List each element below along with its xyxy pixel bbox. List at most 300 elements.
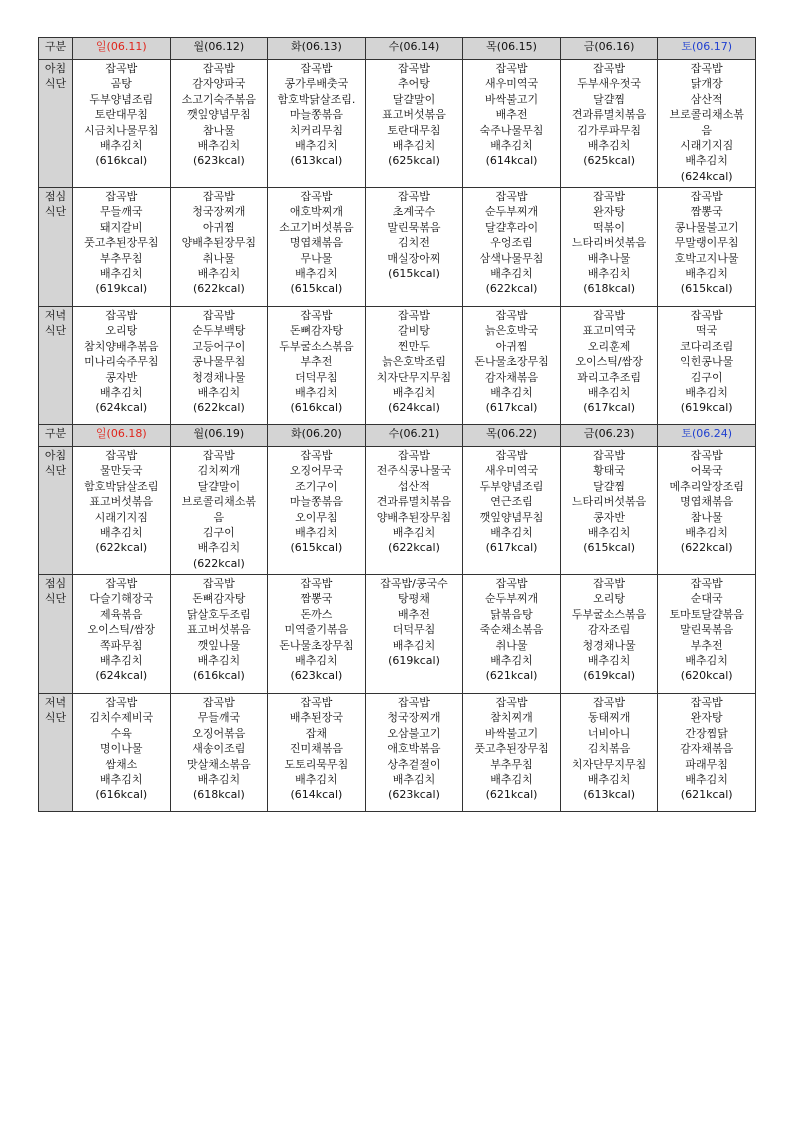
menu-item: 다슬기해장국: [89, 592, 154, 606]
dinner-row: [39, 694, 756, 812]
menu-item: 소고기버섯볶음: [279, 220, 354, 234]
menu-item: 제육볶음: [100, 607, 143, 621]
calorie-text: (616kcal): [95, 154, 148, 168]
menu-item: 배추김치: [490, 386, 533, 400]
menu-item: 늙은호박국: [484, 324, 539, 338]
menu-item: 익힌콩나물: [680, 355, 734, 369]
menu-item: 무말랭이무침: [674, 236, 739, 250]
menu-item: 청국장찌개: [192, 205, 246, 219]
menu-item: 코다리조림: [680, 339, 734, 353]
menu-cell: [463, 188, 561, 307]
menu-item: 두부굴소스볶음: [279, 339, 354, 353]
menu-item: 배추김치: [100, 139, 143, 153]
day-header: 일(06.18): [73, 425, 171, 447]
menu-item: 순대국: [690, 592, 723, 606]
menu-item: 견과류멸치볶음: [571, 108, 647, 122]
menu-item: 배추김치: [295, 139, 338, 153]
calorie-text: (616kcal): [95, 788, 148, 802]
menu-item: 명이나물: [100, 742, 143, 756]
day-header: 토(06.17): [658, 38, 756, 60]
week-header-row: [39, 425, 756, 447]
calorie-text: (613kcal): [290, 154, 343, 168]
menu-cell: [268, 307, 366, 425]
menu-item: 부추전: [690, 638, 723, 652]
menu-item: 물만둣국: [100, 464, 143, 478]
calorie-text: (613kcal): [583, 788, 635, 802]
menu-cell: [658, 307, 756, 425]
menu-item: 숙주나물무침: [479, 123, 544, 137]
menu-item: 닭살호두조림: [186, 607, 251, 621]
menu-cell: [73, 60, 171, 188]
menu-item: 오삼불고기: [387, 726, 441, 740]
menu-item: 짬뽕국: [690, 205, 723, 219]
calorie-text: (619kcal): [388, 654, 440, 668]
menu-item: 배추김치: [490, 526, 533, 540]
menu-cell: [73, 188, 171, 307]
menu-item: 배추김치: [295, 386, 338, 400]
lunch-row: [39, 575, 756, 694]
menu-item: 잡곡밥: [300, 190, 333, 203]
menu-item: 잡곡밥: [202, 62, 235, 75]
menu-item: 잡곡밥: [105, 190, 138, 203]
menu-item: 배추김치: [685, 526, 728, 540]
menu-item: 소고기숙주볶음: [181, 92, 257, 106]
menu-item: 깻잎양념무침: [479, 510, 544, 524]
menu-cell: [463, 575, 561, 694]
menu-item: 순두부백탕: [192, 324, 246, 338]
menu-item: 김구이: [202, 526, 235, 540]
calorie-text: (618kcal): [583, 282, 635, 296]
menu-item: 잡곡밥: [398, 449, 430, 462]
calorie-text: (619kcal): [583, 669, 635, 683]
menu-item: 잡곡밥: [690, 449, 723, 462]
menu-item: 토란대무침: [387, 123, 441, 137]
menu-item: 잡곡밥/콩국수: [380, 577, 448, 590]
calorie-text: (615kcal): [680, 282, 733, 296]
menu-cell: [658, 188, 756, 307]
breakfast-row: [39, 447, 756, 575]
menu-item: 바싹불고기: [484, 726, 539, 740]
menu-item: 배추김치: [685, 386, 728, 400]
menu-item: 잡곡밥: [690, 62, 723, 75]
menu-item: 배추나물: [587, 251, 631, 265]
day-header: 목(06.22): [463, 425, 561, 447]
calorie-text: (617kcal): [583, 401, 635, 415]
menu-item: 감자양파국: [192, 77, 246, 91]
menu-item: 아귀찜: [202, 220, 235, 234]
menu-item: 취나물: [495, 638, 528, 652]
menu-item: 부추전: [300, 355, 333, 369]
calorie-text: (621kcal): [485, 669, 538, 683]
menu-item: 느타리버섯볶음: [571, 236, 647, 250]
menu-cell: [560, 694, 658, 812]
menu-item: 오징어무국: [289, 464, 343, 478]
lunch-label: [39, 188, 73, 307]
breakfast-label: [39, 60, 73, 188]
menu-item: 완자탕: [690, 711, 723, 725]
menu-item: 배추김치: [685, 654, 728, 668]
menu-item: 콩나물무침: [192, 355, 246, 369]
menu-item: 명엽채볶음: [289, 236, 343, 250]
meal-label-line: 아침: [44, 62, 67, 75]
menu-item: 잡곡밥: [398, 696, 430, 709]
menu-item: 치자단무지무침: [376, 370, 452, 384]
menu-item: 배추김치: [100, 267, 143, 281]
meal-menu-table: [38, 37, 756, 812]
menu-item: 토란대무침: [94, 108, 148, 122]
menu-item: 더덕무침: [295, 370, 338, 384]
menu-item: 쌈채소: [105, 757, 138, 771]
menu-item: 잡곡밥: [495, 62, 528, 75]
lunch-label: [39, 575, 73, 694]
menu-item: 늙은호박조림: [382, 355, 446, 369]
menu-item: 파래무침: [685, 757, 728, 771]
menu-item: 부추무침: [490, 757, 533, 771]
menu-cell: [170, 60, 268, 188]
menu-item: 오리탕: [593, 592, 626, 606]
menu-item: 잡곡밥: [105, 696, 138, 709]
meal-label-line: 식단: [44, 205, 67, 219]
calorie-text: (617kcal): [485, 541, 538, 555]
menu-cell: [170, 447, 268, 575]
calorie-text: (622kcal): [95, 541, 148, 555]
menu-item: 잡곡밥: [690, 190, 723, 203]
menu-item: 풋고추된장무침: [84, 236, 159, 250]
menu-item: 잡곡밥: [300, 449, 333, 462]
menu-item: 콩가루배춧국: [284, 77, 349, 91]
menu-item: 배추전: [495, 108, 528, 122]
menu-item: 음: [213, 510, 225, 524]
menu-item: 두부양념조림: [89, 92, 154, 106]
menu-item: 배추김치: [197, 386, 241, 400]
menu-item: 잡곡밥: [202, 449, 235, 462]
menu-item: 떡볶이: [593, 220, 626, 234]
menu-item: 배추김치: [100, 654, 143, 668]
menu-item: 순두부찌개: [484, 205, 539, 219]
menu-item: 우엉조림: [490, 236, 533, 250]
menu-cell: [170, 575, 268, 694]
menu-item: 잡곡밥: [593, 449, 626, 462]
menu-cell: [658, 447, 756, 575]
menu-item: 오리탕: [105, 324, 138, 338]
menu-item: 무들깨국: [100, 205, 143, 219]
calorie-text: (620kcal): [680, 669, 733, 683]
menu-item: 청경채나물: [582, 638, 636, 652]
menu-item: 찐만두: [398, 339, 430, 353]
menu-cell: [463, 307, 561, 425]
menu-item: 연근조림: [490, 495, 533, 509]
menu-item: 배추김치: [100, 773, 143, 787]
menu-item: 삼색나물무침: [479, 251, 544, 265]
menu-item: 삼산적: [690, 92, 723, 106]
day-header: 월(06.12): [170, 38, 268, 60]
meal-label-line: 식단: [44, 77, 67, 91]
menu-item: 함호박닭살조림.: [277, 92, 356, 106]
calorie-text: (619kcal): [95, 282, 148, 296]
menu-item: 양배추된장무침: [376, 510, 452, 524]
menu-item: 잡곡밥: [593, 696, 626, 709]
menu-cell: [463, 60, 561, 188]
day-header: 화(06.20): [268, 425, 366, 447]
menu-item: 잡채: [305, 726, 328, 740]
meal-label-line: 아침: [44, 449, 67, 462]
menu-item: 잡곡밥: [690, 309, 723, 322]
menu-item: 김가루파무침: [577, 123, 641, 137]
calorie-text: (615kcal): [290, 541, 343, 555]
menu-item: 동태찌개: [587, 711, 631, 725]
meal-label-line: 점심: [44, 190, 67, 203]
menu-item: 배추김치: [587, 654, 631, 668]
menu-item: 배추김치: [295, 267, 338, 281]
menu-item: 깻잎양념무침: [186, 108, 251, 122]
menu-item: 청국장찌개: [387, 711, 441, 725]
menu-item: 메추리알장조림: [669, 479, 744, 493]
menu-item: 치자단무지무침: [571, 757, 647, 771]
menu-item: 마늘쫑볶음: [289, 495, 343, 509]
calorie-text: (618kcal): [192, 788, 245, 802]
menu-item: 탕평채: [398, 592, 430, 606]
menu-item: 시금치나물무침: [84, 123, 159, 137]
menu-item: 돈까스: [300, 607, 333, 621]
menu-item: 잡곡밥: [300, 696, 333, 709]
menu-item: 진미채볶음: [289, 742, 343, 756]
menu-item: 부추무침: [100, 251, 143, 265]
lunch-row: [39, 188, 756, 307]
menu-item: 애호박찌개: [289, 205, 343, 219]
menu-item: 잡곡밥: [300, 309, 333, 322]
menu-item: 돈뼈감자탕: [289, 324, 343, 338]
menu-item: 돈뼈감자탕: [192, 592, 246, 606]
breakfast-label: [39, 447, 73, 575]
menu-item: 달걀말이: [197, 479, 241, 493]
menu-item: 황태국: [593, 464, 626, 478]
menu-item: 쪽파무침: [100, 638, 143, 652]
menu-item: 오이스틱/쌈장: [575, 355, 643, 369]
menu-cell: [560, 60, 658, 188]
menu-item: 명엽채볶음: [680, 495, 734, 509]
menu-item: 잡곡밥: [398, 190, 430, 203]
menu-item: 두부새우젓국: [577, 77, 641, 91]
calorie-text: (621kcal): [680, 788, 733, 802]
menu-item: 죽순채소볶음: [479, 623, 544, 637]
menu-item: 배추김치: [197, 541, 241, 555]
menu-item: 배추김치: [295, 773, 338, 787]
meal-label-line: 식단: [44, 464, 67, 478]
calorie-text: (617kcal): [485, 401, 538, 415]
menu-item: 맛살채소볶음: [186, 757, 251, 771]
menu-cell: [268, 60, 366, 188]
menu-item: 표고버섯볶음: [382, 108, 446, 122]
dinner-row: [39, 307, 756, 425]
menu-item: 풋고추된장무침: [474, 742, 549, 756]
dinner-label: [39, 694, 73, 812]
menu-item: 견과류멸치볶음: [376, 495, 452, 509]
menu-item: 콩자반: [105, 370, 138, 384]
menu-item: 배추김치: [587, 773, 631, 787]
menu-item: 더덕무침: [392, 623, 436, 637]
menu-cell: [170, 307, 268, 425]
menu-item: 브로콜리채소볶: [181, 495, 257, 509]
menu-item: 참나물: [690, 510, 723, 524]
menu-cell: [365, 447, 463, 575]
meal-label-line: 점심: [44, 577, 67, 590]
menu-item: 돈나물초장무침: [474, 355, 549, 369]
menu-item: 잡곡밥: [202, 696, 235, 709]
menu-item: 달걀말이: [392, 92, 436, 106]
calorie-text: (615kcal): [583, 541, 635, 555]
menu-item: 잡곡밥: [105, 449, 138, 462]
meal-label-line: 저녁: [44, 696, 67, 709]
menu-cell: [658, 694, 756, 812]
day-header: 목(06.15): [463, 38, 561, 60]
menu-item: 참치찌개: [490, 711, 533, 725]
menu-cell: [365, 60, 463, 188]
menu-item: 표고버섯볶음: [89, 495, 154, 509]
calorie-text: (615kcal): [290, 282, 343, 296]
menu-item: 치커리무침: [289, 123, 343, 137]
calorie-text: (624kcal): [95, 669, 148, 683]
menu-item: 잡곡밥: [202, 309, 235, 322]
menu-item: 토마토달걀볶음: [669, 607, 744, 621]
calorie-text: (623kcal): [388, 788, 440, 802]
menu-item: 배추김치: [295, 654, 338, 668]
menu-item: 어묵국: [690, 464, 723, 478]
calorie-text: (623kcal): [192, 154, 245, 168]
menu-item: 달걀찜: [593, 479, 626, 493]
menu-item: 두부굴소스볶음: [571, 607, 647, 621]
menu-item: 배추김치: [490, 654, 533, 668]
menu-item: 감자채볶음: [680, 742, 734, 756]
menu-item: 브로콜리채소볶: [669, 108, 744, 122]
menu-cell: [170, 694, 268, 812]
menu-item: 마늘쫑볶음: [289, 108, 343, 122]
menu-item: 배추김치: [685, 773, 728, 787]
menu-cell: [73, 307, 171, 425]
menu-item: 배추된장국: [289, 711, 343, 725]
menu-item: 잡곡밥: [398, 62, 430, 75]
menu-item: 콩자반: [593, 510, 626, 524]
menu-item: 느타리버섯볶음: [571, 495, 647, 509]
menu-item: 잡곡밥: [495, 309, 528, 322]
menu-item: 수육: [110, 726, 132, 740]
calorie-text: (615kcal): [388, 267, 440, 281]
menu-item: 김구이: [690, 370, 723, 384]
menu-item: 잡곡밥: [690, 577, 723, 590]
calorie-text: (624kcal): [388, 401, 440, 415]
menu-item: 잡곡밥: [300, 577, 333, 590]
menu-cell: [73, 694, 171, 812]
menu-cell: [463, 447, 561, 575]
menu-item: 고등어구이: [192, 339, 246, 353]
menu-item: 양배추된장무침: [181, 236, 257, 250]
day-header: 금(06.16): [560, 38, 658, 60]
menu-cell: [365, 188, 463, 307]
menu-item: 김치전: [398, 236, 430, 250]
day-header: 토(06.24): [658, 425, 756, 447]
menu-item: 배추김치: [587, 139, 631, 153]
breakfast-row: [39, 60, 756, 188]
menu-item: 잡곡밥: [105, 62, 138, 75]
menu-item: 배추김치: [587, 386, 631, 400]
menu-item: 배추김치: [100, 526, 143, 540]
menu-item: 시래기지짐: [94, 510, 148, 524]
menu-cell: [365, 575, 463, 694]
menu-item: 참나물: [202, 123, 235, 137]
menu-item: 달걀찜: [593, 92, 626, 106]
calorie-text: (624kcal): [680, 169, 733, 183]
header-label: 구분: [39, 38, 73, 60]
menu-item: 아귀찜: [495, 339, 528, 353]
menu-item: 김치찌개: [197, 464, 241, 478]
menu-item: 전주식콩나물국: [376, 464, 452, 478]
calorie-text: (622kcal): [192, 401, 245, 415]
calorie-text: (624kcal): [95, 401, 148, 415]
menu-item: 두부양념조림: [479, 479, 544, 493]
calorie-text: (623kcal): [290, 669, 343, 683]
menu-cell: [365, 307, 463, 425]
menu-cell: [268, 694, 366, 812]
menu-item: 배추김치: [685, 154, 728, 168]
menu-item: 잡곡밥: [105, 309, 138, 322]
menu-item: 콩나물불고기: [674, 220, 739, 234]
menu-cell: [463, 694, 561, 812]
menu-item: 곰탕: [110, 77, 132, 91]
menu-item: 짬뽕국: [300, 592, 333, 606]
menu-item: 무나물: [300, 251, 333, 265]
menu-item: 잡곡밥: [690, 696, 723, 709]
menu-item: 잡곡밥: [495, 190, 528, 203]
day-header: 금(06.23): [560, 425, 658, 447]
menu-cell: [268, 447, 366, 575]
menu-item: 완자탕: [593, 205, 626, 219]
calorie-text: (622kcal): [192, 282, 245, 296]
menu-item: 달걀후라이: [484, 220, 539, 234]
menu-item: 잡곡밥: [398, 309, 430, 322]
calorie-text: (625kcal): [583, 154, 635, 168]
menu-item: 표고버섯볶음: [186, 623, 251, 637]
menu-cell: [560, 447, 658, 575]
menu-item: 배추김치: [587, 526, 631, 540]
calorie-text: (622kcal): [388, 541, 440, 555]
meal-label-line: 식단: [44, 324, 67, 338]
menu-item: 청경채나물: [192, 370, 246, 384]
menu-item: 잡곡밥: [202, 577, 235, 590]
day-header: 화(06.13): [268, 38, 366, 60]
menu-item: 새송이조림: [192, 742, 246, 756]
menu-item: 잡곡밥: [495, 577, 528, 590]
menu-item: 배추김치: [490, 773, 533, 787]
menu-item: 너비아니: [587, 726, 631, 740]
menu-item: 말린묵볶음: [680, 623, 734, 637]
menu-item: 김치수제비국: [89, 711, 154, 725]
menu-item: 깻잎나물: [197, 638, 241, 652]
menu-item: 미역줄기볶음: [284, 623, 349, 637]
menu-item: 말린묵볶음: [387, 220, 441, 234]
menu-item: 잡곡밥: [593, 577, 626, 590]
menu-cell: [268, 575, 366, 694]
menu-cell: [658, 60, 756, 188]
dinner-label: [39, 307, 73, 425]
menu-item: 배추전: [398, 607, 430, 621]
calorie-text: (622kcal): [680, 541, 733, 555]
menu-item: 배추김치: [295, 526, 338, 540]
menu-item: 상추겉절이: [387, 757, 441, 771]
menu-cell: [560, 575, 658, 694]
menu-item: 잡곡밥: [202, 190, 235, 203]
day-header: 수(06.14): [365, 38, 463, 60]
menu-item: 떡국: [696, 324, 718, 338]
calorie-text: (622kcal): [485, 282, 538, 296]
